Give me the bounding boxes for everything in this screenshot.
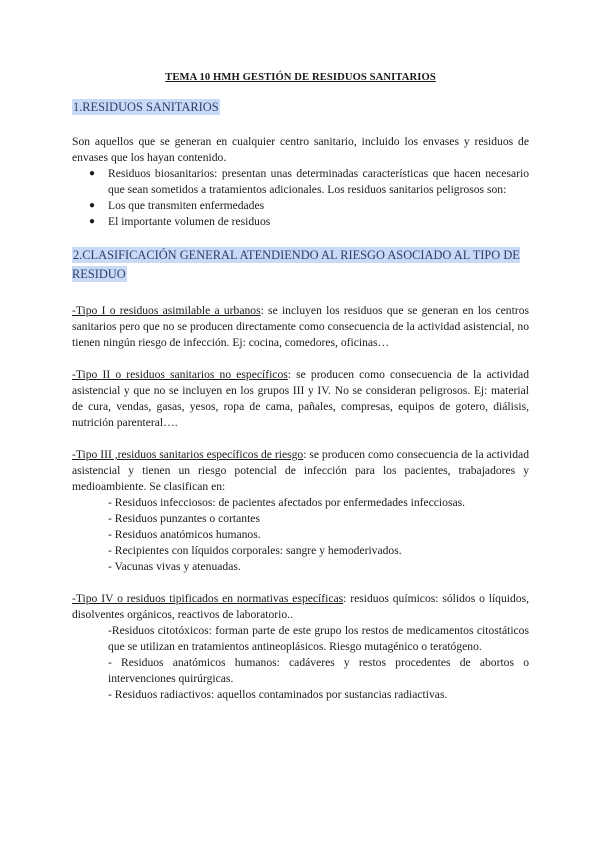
list-item: - Vacunas vivas y atenuadas. — [108, 560, 241, 573]
tipo1-text: : se incluyen los residuos que se generan en los centros sanitarios pero que no se producen directamente como consecuencia de la actividad asistencial, no tienen ningún riesgo de infección. Ej: cocina, comedores, oficinas… — [72, 304, 529, 349]
tipo3-paragraph — [72, 447, 529, 495]
bullet-icon: ● — [89, 168, 96, 179]
tipo2-text: : se producen como consecuencia de la actividad asistencial y que no se incluyen en los grupos III y IV. No se consideran peligrosos. Ej: material de cura, vendas, gasas, yesos, ropa de cama, pañales, compresas, equipos de gotero, diálisis, nutrición parenteral…. — [72, 368, 529, 429]
list-item: ● Residuos biosanitarios: presentan unas determinadas características que hacen necesario que sean sometidos a tratamientos adicionales. Los residuos sanitarios peligrosos son: — [89, 167, 529, 196]
bullet-icon: ● — [89, 216, 96, 227]
tipo3-text: : se producen como consecuencia de la actividad asistencial y tienen un riesgo potencial de infección para los pacientes, trabajadores y medioambiente. Se clasifican en: — [72, 448, 529, 493]
section1-bullet-list — [72, 166, 529, 230]
tipo4-text: : residuos químicos: sólidos o líquidos, disolventes orgánicos, reactivos de laboratorio.. — [72, 592, 530, 621]
tipo3-list — [72, 495, 529, 575]
section2-heading: 2.CLASIFICACIÓN GENERAL ATENDIENDO AL RIESGO ASOCIADO AL TIPO DE RESIDUO — [72, 248, 520, 281]
list-item: - Recipientes con líquidos corporales: sangre y hemoderivados. — [108, 544, 402, 557]
document-title: TEMA 10 HMH GESTIÓN DE RESIDUOS SANITARIOS — [165, 72, 436, 83]
tipo4-label: -Tipo IV o residuos tipificados en normativas específicas — [72, 592, 344, 605]
list-item: ● El importante volumen de residuos — [89, 215, 271, 228]
section1-heading-block — [72, 98, 529, 116]
tipo4-item: -Residuos citotóxicos: forman parte de este grupo los restos de medicamentos citostáticos que se utilizan en tratamientos antineoplásicos. Riesgo mutagénico o teratógeno. — [108, 624, 529, 653]
list-item: - Residuos punzantes o cortantes — [108, 512, 260, 525]
list-item: ● Los que transmiten enfermedades — [89, 199, 265, 212]
tipo3-label: -Tipo III ,residuos sanitarios específicos de riesgo — [72, 448, 304, 461]
bullet-icon: ● — [89, 200, 96, 211]
document-page — [72, 70, 529, 703]
section1-heading: 1.RESIDUOS SANITARIOS — [73, 100, 219, 114]
tipo2-label: -Tipo II o residuos sanitarios no específicos — [72, 368, 288, 381]
list-item: - Residuos anatómicos humanos. — [108, 528, 261, 541]
tipo4-paragraph — [72, 591, 529, 623]
tipo2-paragraph — [72, 367, 529, 431]
tipo4-item: - Residuos anatómicos humanos: cadáveres y restos procedentes de abortos o intervenciones quirúrgicas. — [108, 656, 529, 685]
section2-heading-block — [72, 246, 529, 284]
section1-intro: Son aquellos que se generan en cualquier centro sanitario, incluido los envases y residuos de envases que los hayan contenido. — [72, 135, 529, 164]
list-item: - Residuos infecciosos: de pacientes afectados por enfermedades infecciosas. — [108, 496, 466, 509]
tipo1-paragraph — [72, 303, 529, 351]
tipo1-label: -Tipo I o residuos asimilable a urbanos — [72, 304, 261, 317]
tipo4-item: - Residuos radiactivos: aquellos contaminados por sustancias radiactivas. — [108, 688, 448, 701]
